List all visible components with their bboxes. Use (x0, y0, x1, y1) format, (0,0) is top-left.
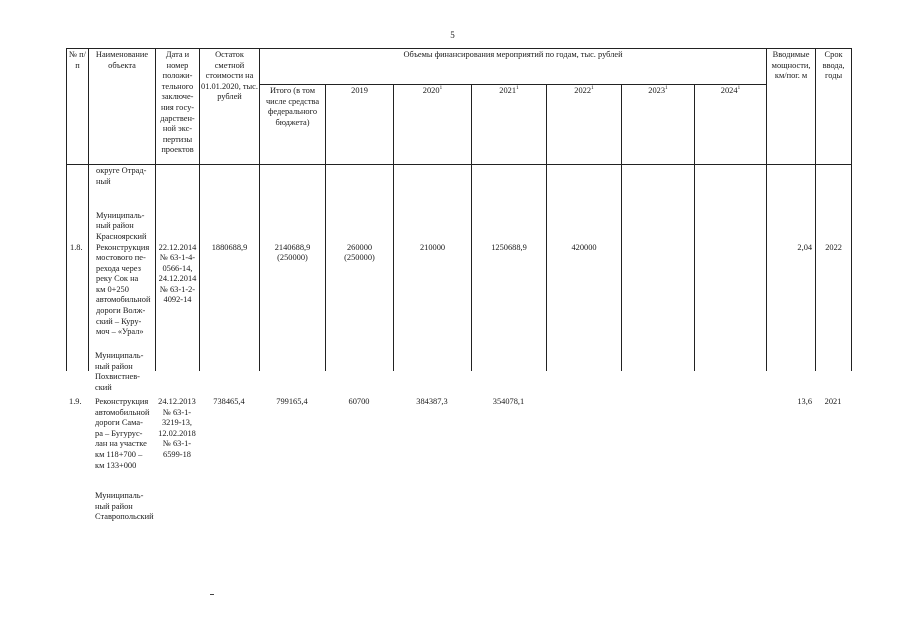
footnote-mark: 1 (737, 85, 741, 92)
page-number: 5 (450, 30, 455, 40)
year-2020-value: 384387,3 (416, 397, 448, 406)
funding-table (66, 48, 852, 371)
term-value: 2021 (824, 397, 842, 406)
header-capacity: Вводимые мощности, км/пог. м (767, 49, 816, 165)
footnote-mark: 1 (439, 85, 443, 92)
table-row (66, 397, 851, 491)
funding-table-cont (66, 351, 851, 551)
row-number: 1.9. (69, 397, 82, 406)
header-year-2023: 2023$^1$ (622, 85, 695, 165)
balance-value: 738465,4 (213, 397, 245, 406)
object-name: Реконструкция автомобильной дороги Сама- ра – Бугурус- лан на участке км 118+700 – км 133+000 (95, 397, 150, 470)
capacity-value: 13,6 (797, 397, 812, 406)
header-year-2020: 2020$^1$ (394, 85, 472, 165)
header-year-2021: 2021$^1$ (472, 85, 547, 165)
total-value: 2140688,9 (250000) (260, 243, 326, 371)
footnote-mark: 1 (516, 85, 519, 92)
continuation-text: округе Отрад- ный (89, 165, 156, 211)
header-term: Срок ввода, годы (816, 49, 852, 165)
header-year-2024: 2024$^1$ (695, 85, 767, 165)
year-2022-value (546, 397, 621, 491)
district-label: Муниципаль- ный район Красноярский (89, 211, 156, 243)
header-num: № п/п (67, 49, 89, 165)
year-2024-value (694, 397, 766, 491)
row-number: 1.8. (67, 243, 89, 371)
year-2021-value: 1250688,9 (472, 243, 547, 371)
footnote-mark: 1 (591, 85, 594, 92)
object-name: Реконструкция мостового пе- рехода через реку Сок на км 0+250 автомобильной дороги Волж- ский – Куру- моч – «Урал» (89, 243, 156, 371)
term-value: 2022 (816, 243, 852, 371)
year-2019-value: 260000 (250000) (326, 243, 394, 371)
footnote-mark: 1 (665, 85, 668, 92)
balance-value: 1880688,9 (200, 243, 260, 371)
district-label: Муниципаль- ный район Ставропольский (95, 491, 154, 522)
year-2021-value: 354078,1 (492, 397, 525, 406)
expertise-date: 24.12.2013 № 63-1- 3219-13, 12.02.2018 № 63-1- 6599-18 (158, 397, 196, 459)
header-funding: Объемы финансирования мероприятий по годам, тыс. рублей (260, 49, 767, 85)
header-year-2019: 2019 (326, 85, 394, 165)
year-2023-value (621, 397, 694, 491)
footer-mark (210, 594, 214, 595)
header-balance: Остаток сметной стоимости на 01.01.2020, тыс. рублей (200, 49, 260, 165)
expertise-date: 22.12.2014 № 63-1-4- 0566-14, 24.12.2014 № 63-1-2- 4092-14 (156, 243, 200, 371)
capacity-value: 2,04 (767, 243, 816, 371)
year-2022-value: 420000 (547, 243, 622, 371)
header-total: Итого (в том числе средства федерального бюджета) (260, 85, 326, 165)
header-year-2022: 2022$^1$ (547, 85, 622, 165)
year-2020-value: 210000 (394, 243, 472, 371)
header-name: Наименование объекта (89, 49, 156, 165)
district-label: Муниципаль- ный район Похвистнев- ский (95, 351, 144, 392)
year-2019-value: 60700 (348, 397, 370, 406)
total-value: 799165,4 (276, 397, 308, 406)
header-expertise-date: Дата и номер положи-тельного заключе-ния госу-дарствен-ной экс-пертизы проектов (156, 49, 200, 165)
